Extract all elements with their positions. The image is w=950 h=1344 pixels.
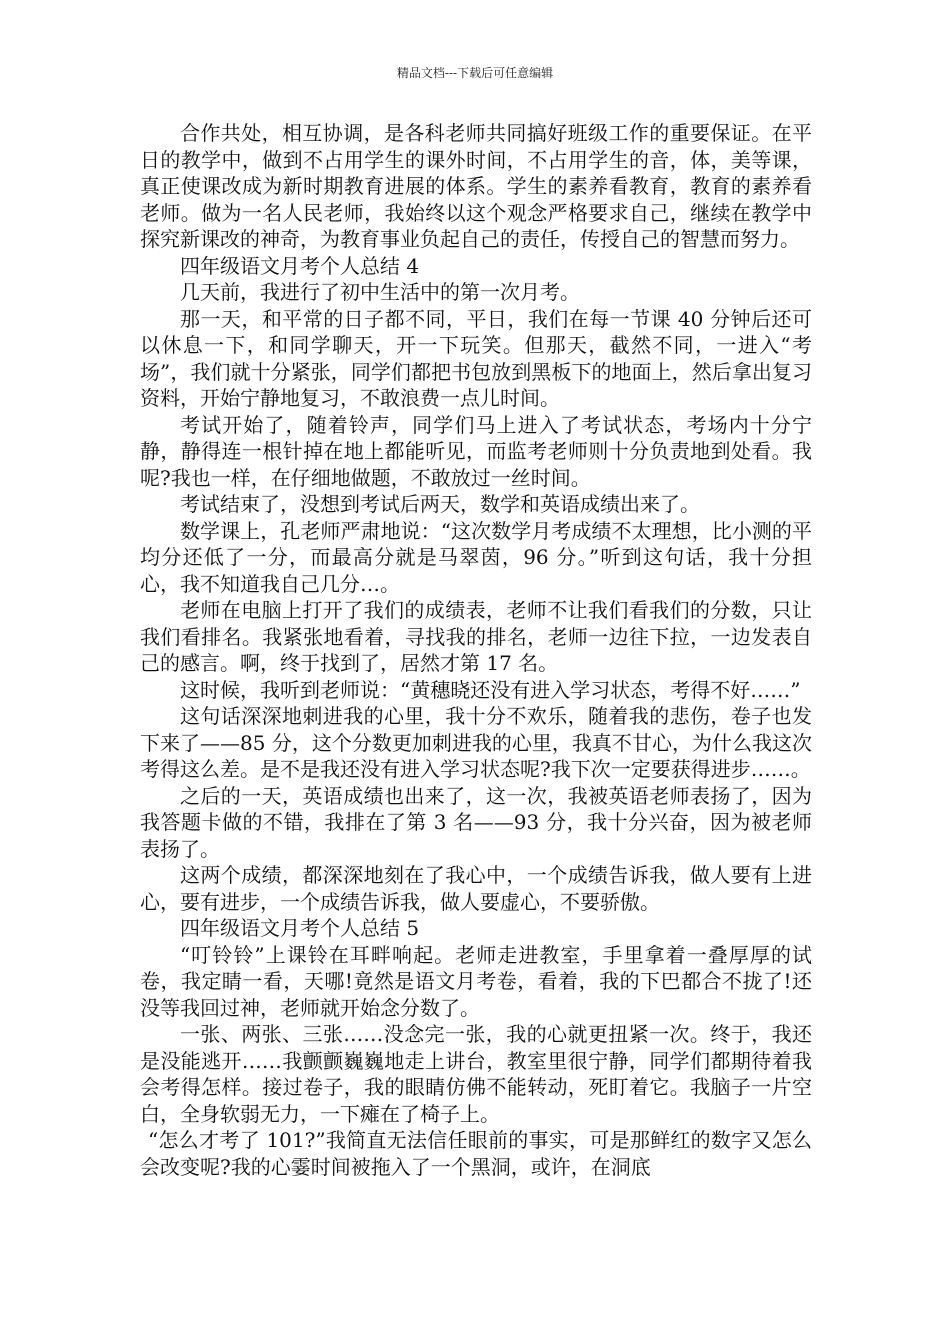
paragraph: 老师在电脑上打开了我们的成绩表，老师不让我们看我们的分数，只让我们看排名。我紧张地看着，寻找我的排名，老师一边往下拉，一边发表自己的感言。啊，终于找到了，居然才第 17 名。 [140,598,812,675]
paragraph: 这句话深深地刺进我的心里，我十分不欢乐，随着我的悲伤，卷子也发下来了——85 分，这个分数更加刺进我的心里，我真不甘心，为什么我这次考得这么差。是不是我还没有进入学习状态呢?我下次一定要获得进步……。 [140,704,812,781]
paragraph: 之后的一天，英语成绩也出来了，这一次，我被英语老师表扬了，因为我答题卡做的不错，我排在了第 3 名——93 分，我十分兴奋，因为被老师表扬了。 [140,783,812,861]
paragraph: 数学课上，孔老师严肃地说：“这次数学月考成绩不太理想，比小测的平均分还低了一分，而最高分就是马翠茵，96 分。”听到这句话，我十分担心，我不知道我自己几分…。 [140,518,812,596]
paragraph: 考试开始了，随着铃声，同学们马上进入了考试状态，考场内十分宁静，静得连一根针掉在地上都能听见，而监考老师则十分负责地到处看。我呢?我也一样，在仔细地做题，不敢放过一丝时间。 [140,412,812,490]
paragraph: 一张、两张、三张……没念完一张，我的心就更扭紧一次。终于，我还是没能逃开……我颤颤巍巍地走上讲台，教室里很宁静，同学们都期待着我会考得怎样。接过卷子，我的眼睛仿佛不能转动，死盯着它。我脑子一片空白，全身软弱无力，一下瘫在了椅子上。 [140,1022,812,1126]
paragraph: “怎么才考了 101?”我简直无法信任眼前的事实，可是那鲜红的数字又怎么会改变呢?我的心霎时间被拖入了一个黑洞，或许，在洞底 [140,1128,812,1179]
paragraph: 几天前，我进行了初中生活中的第一次月考。 [180,280,580,304]
paragraph: 那一天，和平常的日子都不同，平日，我们在每一节课 40 分钟后还可以休息一下，和同学聊天，开一下玩笑。但那天，截然不同，一进入“考场”，我们就十分紧张，同学们都把书包放到黑板下的地面上，然后拿出复习资料，开始宁静地复习，不敢浪费一点儿时间。 [140,306,812,410]
paragraph: 四年级语文月考个人总结 4 [180,253,420,278]
paragraph: 考试结束了，没想到考试后两天，数学和英语成绩出来了。 [180,492,700,516]
paragraph: 这两个成绩，都深深地刻在了我心中，一个成绩告诉我，做人要有上进心，要有进步，一个成绩告诉我，做人要虚心，不要骄傲。 [140,863,812,914]
paragraph: 合作共处，相互协调，是各科老师共同搞好班级工作的重要保证。在平日的教学中，做到不占用学生的课外时间，不占用学生的音，体，美等课，真正使课改成为新时期教育进展的体系。学生的素养看教育，教育的素养看老师。做为一名人民老师，我始终以这个观念严格要求自己，继续在教学中探究新课改的神奇，为教育事业负起自己的责任，传授自己的智慧而努力。 [140,121,812,251]
page-header: 精品文档---下载后可任意编辑 [396,66,554,80]
paragraph: 四年级语文月考个人总结 5 [180,916,420,940]
paragraph: “叮铃铃”上课铃在耳畔响起。老师走进教室，手里拿着一叠厚厚的试卷，我定睛一看，天哪!竟然是语文月考卷，看着，我的下巴都合不拢了!还没等我回过神，老师就开始念分数了。 [140,942,812,1020]
document-body [140,120,812,1180]
paragraph: 这时候，我听到老师说：“黄穗晓还没有进入学习状态，考得不好……” [180,677,801,702]
